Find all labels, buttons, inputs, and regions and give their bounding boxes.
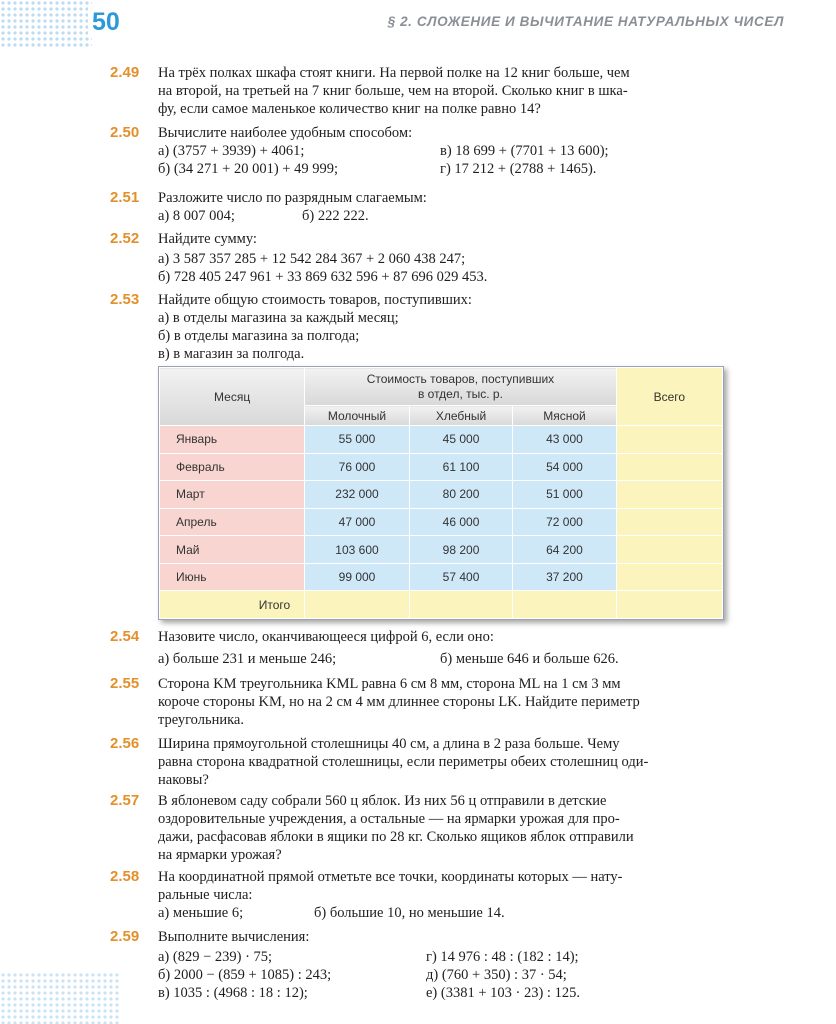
problem-number: 2.55: [110, 675, 140, 692]
problem-number: 2.58: [110, 868, 140, 885]
cell-bread: 46 000: [409, 508, 512, 536]
problem-2-58: [110, 868, 800, 922]
subproblem-e: е) (3381 + 103 · 23) : 125.: [426, 985, 580, 1001]
problem-number: 2.52: [110, 230, 140, 247]
problem-text: Вычислите наиболее удобным способом:: [158, 125, 413, 141]
problem-number: 2.54: [110, 628, 140, 645]
cell-month: Апрель: [160, 508, 305, 536]
problem-number: 2.53: [110, 291, 140, 308]
subproblem-b: б) 2000 − (859 + 1085) : 243;: [158, 967, 332, 983]
cell-month: Июнь: [160, 563, 305, 591]
subproblem-v: в) 1035 : (4968 : 18 : 12);: [158, 985, 308, 1001]
problem-text-line: ральные числа:: [158, 887, 253, 903]
cell-total-meat: [513, 591, 616, 619]
problem-text: Найдите общую стоимость товаров, поступивших:: [158, 292, 472, 308]
cell-dairy: 103 600: [305, 536, 410, 564]
problem-text: Назовите число, оканчивающееся цифрой 6, если оно:: [158, 629, 494, 645]
cell-bread: 61 100: [409, 453, 512, 481]
problem-text-line: На координатной прямой отметьте все точки, координаты которых — нату-: [158, 869, 623, 885]
subproblem-v: в) в магазин за полгода.: [158, 346, 305, 362]
problem-2-56: [110, 735, 800, 789]
cell-month: Май: [160, 536, 305, 564]
subproblem-a: а) (3757 + 3939) + 4061;: [158, 143, 305, 159]
cell-total: [616, 508, 722, 536]
problem-2-54: [110, 628, 800, 668]
cell-month: Февраль: [160, 453, 305, 481]
problem-text: Разложите число по разрядным слагаемым:: [158, 190, 427, 206]
cell-meat: 43 000: [513, 426, 616, 454]
subproblem-g: г) 14 976 : 48 : (182 : 14);: [426, 949, 579, 965]
subproblem-a: а) 3 587 357 285 + 12 542 284 367 + 2 060 438 247;: [158, 251, 466, 267]
problem-text-line: На трёх полках шкафа стоят книги. На первой полке на 12 книг больше, чем: [158, 65, 630, 81]
problem-2-55: [110, 675, 800, 729]
subproblem-b: б) меньше 646 и больше 626.: [440, 651, 619, 667]
problem-number: 2.59: [110, 928, 140, 945]
cell-dairy: 76 000: [305, 453, 410, 481]
table-row: [160, 536, 723, 564]
subproblem-b: б) большие 10, но меньшие 14.: [314, 905, 505, 921]
cell-bread: 98 200: [409, 536, 512, 564]
problem-number: 2.51: [110, 189, 140, 206]
header-goods-cost-line1: Стоимость товаров, поступивших: [366, 371, 555, 386]
cell-bread: 45 000: [409, 426, 512, 454]
problem-text-line: дажи, расфасовав яблоки в ящики по 28 кг. Сколько ящиков яблок отправили: [158, 829, 634, 845]
cell-meat: 72 000: [513, 508, 616, 536]
subproblem-b: б) 728 405 247 961 + 33 869 632 596 + 87 696 029 453.: [158, 269, 488, 285]
problem-text-line: на ярмарки урожая?: [158, 847, 282, 863]
header-meat: Мясной: [513, 406, 616, 426]
cell-dairy: 232 000: [305, 481, 410, 509]
problem-text: Выполните вычисления:: [158, 929, 310, 945]
problem-2-50: [110, 124, 800, 178]
subproblem-a: а) (829 − 239) · 75;: [158, 949, 273, 965]
header-goods-cost: [305, 368, 616, 406]
subproblem-a: а) больше 231 и меньше 246;: [158, 651, 337, 667]
subproblem-v: в) 18 699 + (7701 + 13 600);: [440, 143, 609, 159]
cell-total-dairy: [305, 591, 410, 619]
section-title: § 2. СЛОЖЕНИЕ И ВЫЧИТАНИЕ НАТУРАЛЬНЫХ ЧИСЕЛ: [387, 14, 784, 29]
cell-month: Март: [160, 481, 305, 509]
problem-text-line: оздоровительные учреждения, а остальные — на ярмарки урожая для про-: [158, 811, 620, 827]
problem-2-53: [110, 291, 800, 363]
cell-bread: 57 400: [409, 563, 512, 591]
problem-2-49: [110, 64, 800, 118]
cell-month: Январь: [160, 426, 305, 454]
problem-number: 2.57: [110, 792, 140, 809]
cell-meat: 64 200: [513, 536, 616, 564]
cell-meat: 37 200: [513, 563, 616, 591]
header-goods-cost-line2: в отдел, тыс. р.: [417, 386, 503, 401]
subproblem-a: а) меньшие 6;: [158, 905, 244, 921]
problem-2-52: [110, 230, 800, 286]
table-total-row: [160, 591, 723, 619]
problem-text-line: Ширина прямоугольной столешницы 40 см, а длина в 2 раза больше. Чему: [158, 736, 620, 752]
page-number: 50: [88, 8, 124, 37]
problem-number: 2.49: [110, 64, 140, 81]
cell-dairy: 47 000: [305, 508, 410, 536]
subproblem-b: б) 222 222.: [302, 208, 369, 224]
problem-text-line: на второй, на третьей на 7 книг больше, чем на второй. Сколько книг в шка-: [158, 83, 628, 99]
table-row: [160, 453, 723, 481]
subproblem-a: а) в отделы магазина за каждый месяц;: [158, 310, 399, 326]
cell-bread: 80 200: [409, 481, 512, 509]
cell-total: [616, 481, 722, 509]
goods-cost-table: [158, 366, 724, 620]
problem-text-line: фу, если самое маленькое количество книг на полке равно 14?: [158, 101, 541, 117]
subproblem-b: б) (34 271 + 20 001) + 49 999;: [158, 161, 338, 177]
cell-dairy: 55 000: [305, 426, 410, 454]
table-row: [160, 508, 723, 536]
problem-number: 2.56: [110, 735, 140, 752]
cell-meat: 54 000: [513, 453, 616, 481]
cell-dairy: 99 000: [305, 563, 410, 591]
problem-text-line: равна сторона квадратной столешницы, если периметры обеих столешниц оди-: [158, 754, 649, 770]
problem-text-line: В яблоневом саду собрали 560 ц яблок. Из них 56 ц отправили в детские: [158, 793, 607, 809]
problem-text: Найдите сумму:: [158, 231, 257, 247]
decorative-dot-pattern: [0, 0, 92, 48]
header-bread: Хлебный: [409, 406, 512, 426]
problem-text-line: короче стороны KM, но на 2 см 4 мм длиннее стороны LK. Найдите периметр: [158, 694, 640, 710]
subproblem-b: б) в отделы магазина за полгода;: [158, 328, 360, 344]
cell-total: [616, 563, 722, 591]
problem-number: 2.50: [110, 124, 140, 141]
subproblem-a: а) 8 007 004;: [158, 208, 235, 224]
decorative-dot-pattern-bottom: [0, 972, 120, 1024]
problem-text-line: Сторона KM треугольника KML равна 6 см 8 мм, сторона ML на 1 см 3 мм: [158, 676, 621, 692]
cell-total-label: Итого: [160, 591, 305, 619]
problem-2-59: [110, 928, 800, 1002]
subproblem-g: г) 17 212 + (2788 + 1465).: [440, 161, 597, 177]
header-month: Месяц: [160, 368, 305, 426]
cell-total: [616, 426, 722, 454]
table-row: [160, 563, 723, 591]
cell-grand-total: [616, 591, 722, 619]
subproblem-d: д) (760 + 350) : 37 · 54;: [426, 967, 567, 983]
cell-total-bread: [409, 591, 512, 619]
header-dairy: Молочный: [305, 406, 410, 426]
header-total: Всего: [616, 368, 722, 426]
problem-text-line: наковы?: [158, 772, 209, 788]
problem-2-51: [110, 189, 800, 225]
cell-total: [616, 453, 722, 481]
problem-text-line: треугольника.: [158, 712, 244, 728]
table-row: [160, 481, 723, 509]
problem-2-57: [110, 792, 800, 864]
cell-meat: 51 000: [513, 481, 616, 509]
cell-total: [616, 536, 722, 564]
table-row: [160, 426, 723, 454]
